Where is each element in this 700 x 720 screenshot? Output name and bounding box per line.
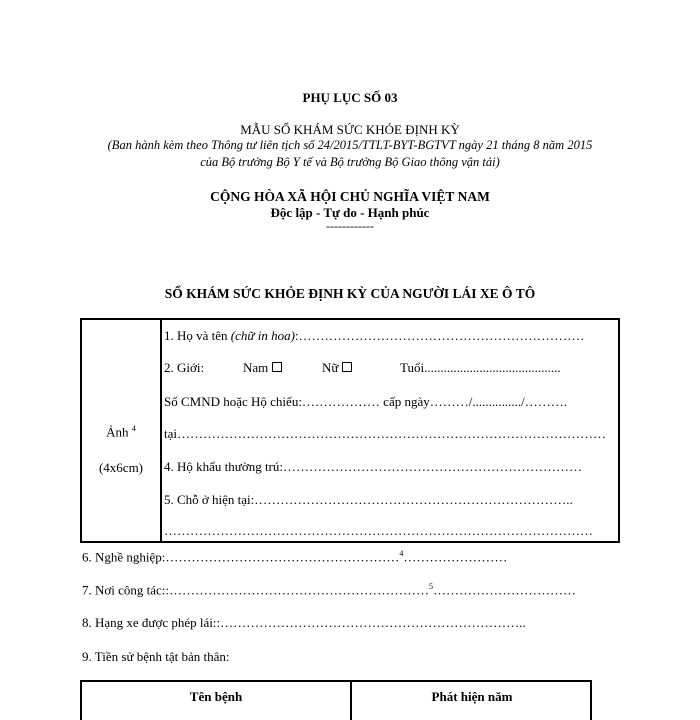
name-hint: (chữ in hoa) (230, 328, 295, 343)
form-name: MẪU SỔ KHÁM SỨC KHỎE ĐỊNH KỲ (240, 122, 460, 137)
male-checkbox[interactable] (272, 362, 282, 372)
medical-history-label: 9. Tiền sử bệnh tật bản thân: (82, 649, 230, 664)
document-title: SỔ KHÁM SỨC KHỎE ĐỊNH KỲ CỦA NGƯỜI LÁI XE Ô TÔ (164, 286, 536, 301)
gender-label: 2. Giới: (164, 360, 205, 375)
photo-placeholder (82, 320, 162, 541)
current-address-field[interactable]: 5. Chỗ ở hiện tại:……………………………………………………………….. (164, 492, 573, 507)
issued-note-line2: của Bộ trưởng Bộ Y tế và Bộ trưởng Bộ Giao thông vận tải) (200, 155, 500, 169)
name-field[interactable]: 1. Họ và tên (chữ in hoa):………………………………………………………… (164, 328, 585, 343)
workplace-footnote: 5 (429, 582, 434, 591)
occupation-footnote: 4 (399, 549, 404, 558)
separator-line: ------------ (326, 219, 374, 233)
medical-history-table (80, 680, 592, 720)
photo-size: (4x6cm) (98, 460, 144, 475)
occupation-field[interactable]: 6. Nghề nghiệp:………………………………………………$^4$…………………… (82, 549, 508, 565)
id-issue-place-field[interactable]: tại……………………………………………………………………………………… (164, 426, 606, 441)
national-motto: Độc lập - Tự do - Hạnh phúc (270, 205, 430, 220)
id-number-field[interactable]: Số CMND hoặc Hộ chiếu:……………… cấp ngày………/.............../………. (164, 394, 567, 409)
age-field[interactable]: Tuổi.......................................... (400, 360, 561, 375)
address-continuation-dots: ……………………………………………………………………………………… (164, 523, 593, 538)
permanent-residence-field[interactable]: 4. Hộ khẩu thường trú:…………………………………………………………… (164, 459, 582, 474)
workplace-field[interactable]: 7. Nơi công tác::……………………………………………………$^5$…………………………… (82, 582, 577, 598)
issued-note-line1: (Ban hành kèm theo Thông tư liên tịch số 24/2015/TTLT-BYT-BGTVT ngày 21 tháng 8 năm 2015 (107, 138, 593, 152)
photo-footnote: 4 (131, 424, 136, 433)
license-class-field[interactable]: 8. Hạng xe được phép lái::…………………………………………………………….. (82, 615, 526, 630)
gender-female-option[interactable]: Nữ (322, 360, 352, 376)
table-header-disease: Tên bệnh (189, 689, 243, 704)
country-heading: CỘNG HÒA XÃ HỘI CHỦ NGHĨA VIỆT NAM (210, 189, 490, 204)
appendix-label: PHỤ LỤC SỐ 03 (302, 90, 398, 105)
gender-male-option[interactable]: Nam (243, 360, 282, 376)
photo-label: Ảnh $^4$ (106, 424, 136, 440)
table-header-year: Phát hiện năm (431, 689, 513, 704)
female-checkbox[interactable] (342, 362, 352, 372)
